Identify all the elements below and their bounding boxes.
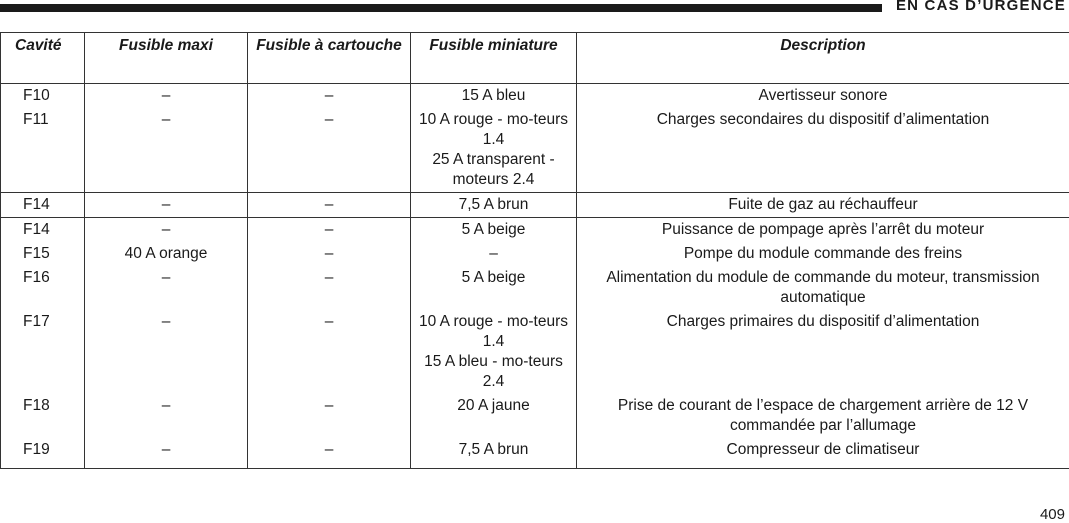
column-header-fusible-miniature: Fusible miniature bbox=[411, 33, 577, 84]
table-row bbox=[1, 310, 1069, 394]
fusible-cartouche-cell: – bbox=[248, 108, 411, 193]
description-cell: Charges primaires du dispositif d’alimentation bbox=[577, 310, 1069, 394]
fusible-cartouche-cell: – bbox=[248, 310, 411, 394]
miniature-value: 15 A bleu bbox=[461, 87, 526, 104]
fusible-cartouche-cell: – bbox=[248, 84, 411, 109]
fusible-miniature-cell bbox=[411, 438, 577, 469]
fusible-maxi-cell: – bbox=[85, 193, 248, 218]
description-cell: Alimentation du module de commande du moteur, transmission automatique bbox=[577, 266, 1069, 310]
fusible-miniature-cell bbox=[411, 108, 577, 193]
fusible-maxi-cell: – bbox=[85, 108, 248, 193]
fusible-cartouche-cell: – bbox=[248, 394, 411, 438]
table-row bbox=[1, 193, 1069, 218]
fusible-maxi-cell: – bbox=[85, 310, 248, 394]
miniature-value: 5 A beige bbox=[461, 221, 526, 238]
column-header-description: Description bbox=[577, 33, 1069, 84]
fusible-maxi-cell: 40 A orange bbox=[85, 242, 248, 266]
fusible-miniature-cell bbox=[411, 266, 577, 310]
header-rule bbox=[0, 4, 882, 12]
fusible-miniature-cell bbox=[411, 394, 577, 438]
fusible-miniature-cell bbox=[411, 218, 577, 243]
description-cell: Fuite de gaz au réchauffeur bbox=[577, 193, 1069, 218]
description-cell: Avertisseur sonore bbox=[577, 84, 1069, 109]
column-header-cavite: Cavité bbox=[1, 33, 85, 84]
cavite-cell: F14 bbox=[1, 218, 85, 243]
cavite-cell: F10 bbox=[1, 84, 85, 109]
description-cell: Prise de courant de l’espace de chargement arrière de 12 V commandée par l’allumage bbox=[577, 394, 1069, 438]
fusible-miniature-cell bbox=[411, 193, 577, 218]
fusible-cartouche-cell: – bbox=[248, 193, 411, 218]
fusible-maxi-cell: – bbox=[85, 218, 248, 243]
page-header bbox=[0, 0, 1069, 14]
table-row bbox=[1, 84, 1069, 109]
cavite-cell: F15 bbox=[1, 242, 85, 266]
table-row bbox=[1, 242, 1069, 266]
description-cell: Charges secondaires du dispositif d’alimentation bbox=[577, 108, 1069, 193]
fusible-miniature-cell bbox=[411, 84, 577, 109]
miniature-value: 7,5 A brun bbox=[458, 441, 529, 458]
fusible-cartouche-cell: – bbox=[248, 266, 411, 310]
miniature-value: – bbox=[489, 245, 498, 262]
fusible-miniature-cell bbox=[411, 310, 577, 394]
fusible-maxi-cell: – bbox=[85, 438, 248, 469]
description-cell: Puissance de pompage après l’arrêt du moteur bbox=[577, 218, 1069, 243]
fusible-cartouche-cell: – bbox=[248, 242, 411, 266]
cavite-cell: F14 bbox=[1, 193, 85, 218]
fuse-table bbox=[0, 32, 1069, 469]
column-header-fusible-maxi: Fusible maxi bbox=[85, 33, 248, 84]
table-row bbox=[1, 218, 1069, 243]
fusible-cartouche-cell: – bbox=[248, 438, 411, 469]
fusible-cartouche-cell: – bbox=[248, 218, 411, 243]
table-row bbox=[1, 394, 1069, 438]
table-header-row bbox=[1, 33, 1069, 84]
miniature-value: 20 A jaune bbox=[457, 397, 530, 414]
cavite-cell: F11 bbox=[1, 108, 85, 193]
cavite-cell: F18 bbox=[1, 394, 85, 438]
miniature-value: 10 A rouge - mo-teurs 1.4 bbox=[418, 111, 569, 148]
fusible-maxi-cell: – bbox=[85, 266, 248, 310]
fusible-maxi-cell: – bbox=[85, 394, 248, 438]
column-header-fusible-cartouche: Fusible à cartouche bbox=[248, 33, 411, 84]
fusible-miniature-cell bbox=[411, 242, 577, 266]
miniature-value: 5 A beige bbox=[461, 269, 526, 286]
table-row bbox=[1, 266, 1069, 310]
cavite-cell: F17 bbox=[1, 310, 85, 394]
description-cell: Pompe du module commande des freins bbox=[577, 242, 1069, 266]
fusible-maxi-cell: – bbox=[85, 84, 248, 109]
miniature-value: 25 A transparent - moteurs 2.4 bbox=[432, 151, 555, 188]
miniature-value: 7,5 A brun bbox=[458, 196, 529, 213]
cavite-cell: F19 bbox=[1, 438, 85, 469]
table-row bbox=[1, 108, 1069, 193]
miniature-value: 10 A rouge - mo-teurs 1.4 bbox=[418, 313, 569, 350]
cavite-cell: F16 bbox=[1, 266, 85, 310]
miniature-value: 15 A bleu - mo-teurs 2.4 bbox=[424, 353, 563, 390]
section-title: EN CAS D’URGENCE bbox=[895, 0, 1066, 14]
description-cell: Compresseur de climatiseur bbox=[577, 438, 1069, 469]
page-number: 409 bbox=[1039, 506, 1065, 523]
table-row bbox=[1, 438, 1069, 469]
